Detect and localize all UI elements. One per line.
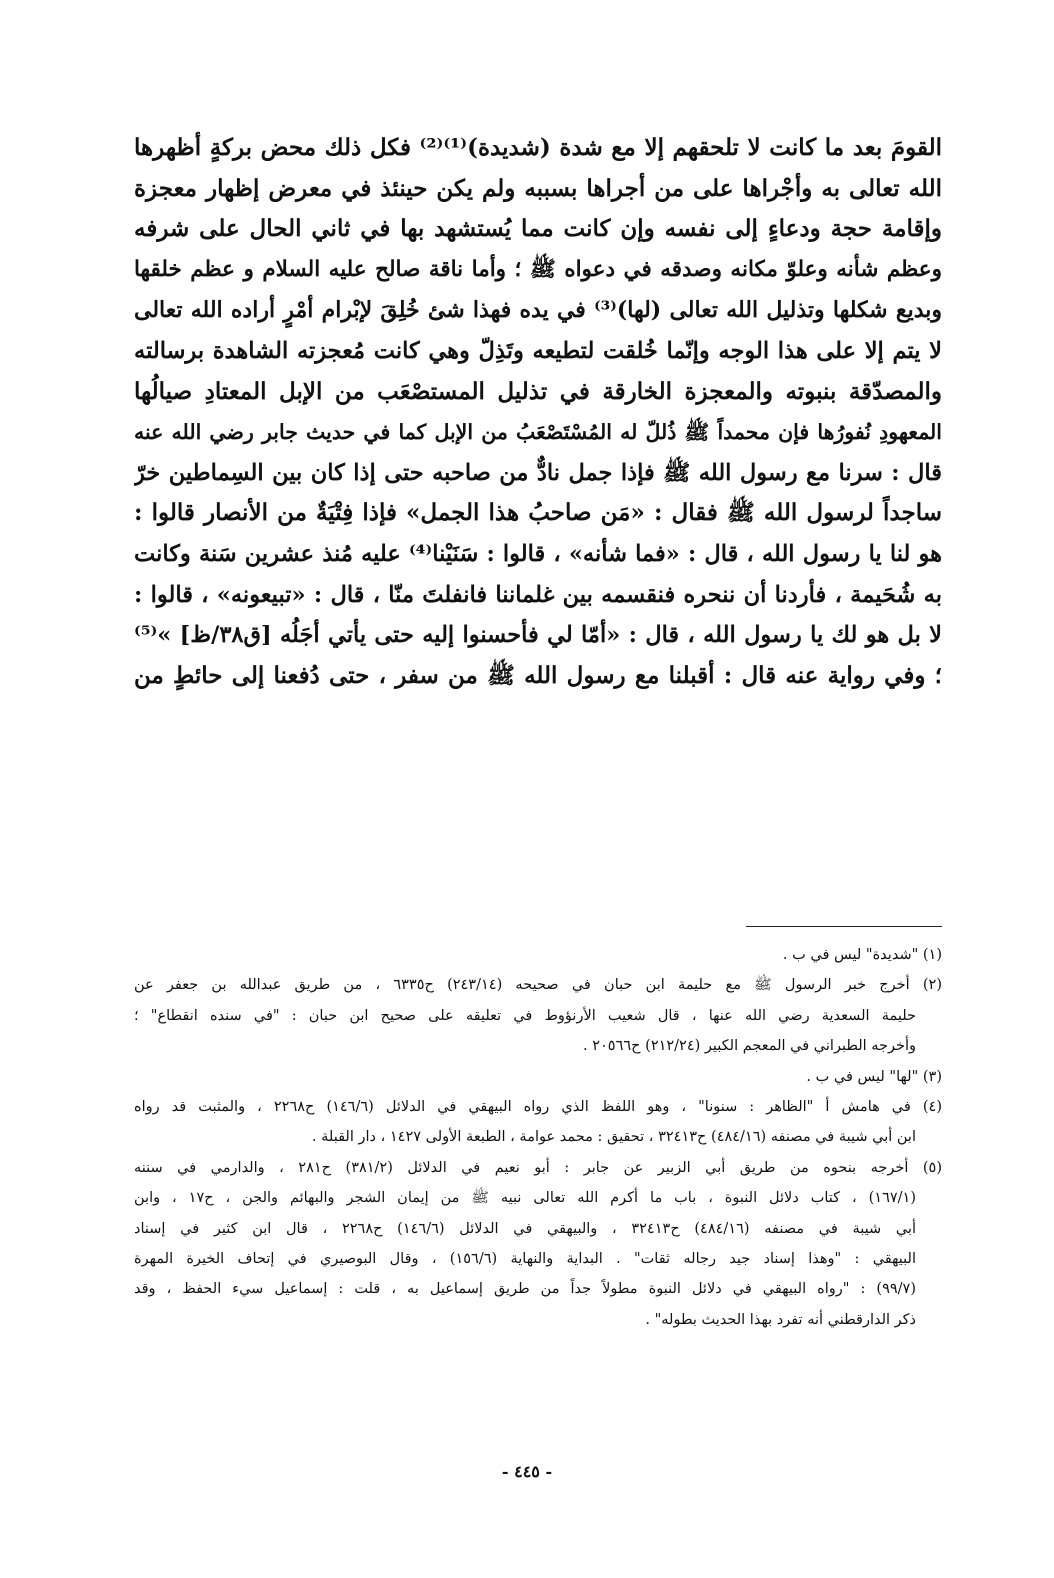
footnote-line: (٤) في هامش أ "الظاهر : سنونا" ، وهو اللفظ الذي رواه البيهقي في الدلائل (١٤٦/٦) ح٢٢٦٨ ، والمثبت قد رواه — [134, 1098, 942, 1115]
main-text-line: الله تعالى به وأجْراها على من أجراها بسببه ولم يكن حينئذ في معرض إظهار معجزة — [134, 174, 942, 202]
main-text-line: ساجداً لرسول الله ﷺ فقال : «مَن صاحبُ هذا الجمل» فإذا فِتْيَةٌ من الأنصار قالوا : — [134, 499, 942, 527]
page-number: - ٤٤٥ - — [501, 1462, 553, 1481]
footnote-line: (٥) أخرجه بنحوه من طريق أبي الزبير عن جابر : أبو نعيم في الدلائل (٣٨١/٢) ح٢٨١ ، والدارمي في سننه — [134, 1159, 942, 1176]
main-text-line: هو لنا يا رسول الله ، قال : «فما شأنه» ، قالوا : سَنَيْنا⁽⁴⁾ عليه مُنذ عشرين سَنة وكانت — [134, 540, 942, 567]
footnote-line: أبي شيبة في مصنفه (٤٨٤/١٦) ح٣٢٤١٣ ، والبيهقي في الدلائل (١٤٦/٦) ح٢٢٦٨ ، قال ابن كثير في إسناد — [134, 1220, 916, 1237]
main-text-block — [134, 128, 942, 696]
footnote-line: ابن أبي شيبة في مصنفه (٤٨٤/١٦) ح٣٢٤١٣ ، تحقيق : محمد عوامة ، الطبعة الأولى ١٤٢٧ ، دار القبلة . — [311, 1129, 916, 1146]
footnote-line: (٣) "لها" ليس في ب . — [806, 1068, 942, 1085]
footnote-separator — [746, 926, 942, 927]
footnote-line: (٢) أخرج خبر الرسول ﷺ مع حليمة ابن حبان في صحيحه (٢٤٣/١٤) ح٦٣٣٥ ، من طريق عبدالله بن جعفر عن — [134, 977, 942, 994]
main-text-line: ؛ وفي رواية عنه قال : أقبلنا مع رسول الله ﷺ من سفر ، حتى دُفعنا إلى حائطٍ من — [134, 661, 942, 689]
footnote-line: (٩٩/٧) : "رواه البيهقي في دلائل النبوة مطولاً جداً من طريق إسماعيل به ، قلت : إسماعيل سيء الحفظ ، وقد — [134, 1281, 916, 1298]
main-text-line: وبديع شكلها وتذليل الله تعالى (لها)⁽³⁾ في يده فهذا شئ خُلِقَ لإبْرام أمْرٍ أراده الله تعالى — [134, 297, 942, 324]
footnote-line: (١) "شديدة" ليس في ب . — [782, 947, 942, 963]
footnote-line: حليمة السعدية رضي الله عنها ، قال شعيب الأرنؤوط في تعليقه على صحيح ابن حبان : "في سنده انقطاع" ؛ — [134, 1007, 916, 1024]
main-text-line: وعظم شأنه وعلوّ مكانه وصدقه في دعواه ﷺ ؛ وأما ناقة صالح عليه السلام و عظم خلقها — [134, 256, 942, 282]
main-text-line: به شُحَيمة ، فأردنا أن ننحره فنقسمه بين غلماننا فانفلتَ منّا ، قال : «تبيعونه» ، قالوا : — [134, 581, 942, 608]
main-text-line: لا يتم إلا على هذا الوجه وإنّما خُلقت لتطيعه وتَذِلّ وهي كانت مُعجزته الشاهدة برسالته — [134, 337, 942, 364]
footnote-line: وأخرجه الطبراني في المعجم الكبير (٢١٢/٢٤) ح٢٠٥٦٦ . — [583, 1038, 916, 1055]
footnotes-block — [134, 940, 942, 1335]
footnote-line: البيهقي : "وهذا إسناد جيد رجاله ثقات" . البداية والنهاية (١٥٦/٦) ، وقال البوصيري في إتحاف الخيرة المهرة — [134, 1250, 916, 1267]
main-text-line: قال : سرنا مع رسول الله ﷺ فإذا جمل نادٌّ من صاحبه حتى إذا كان بين السِماطين خرّ — [134, 459, 942, 486]
main-text-line: والمصدّقة بنبوته والمعجزة الخارقة في تذليل المستصْعَب من الإبل المعتادِ صيالُها — [134, 377, 942, 405]
main-text-line: لا بل هو لك يا رسول الله ، قال : «أمّا لي فأحسنوا إليه حتى يأتي أجَلُه [ق٣٨/ظ] »⁽⁵⁾ — [134, 622, 942, 649]
footnote-line: ذكر الدارقطني أنه تفرد بهذا الحديث بطوله" . — [645, 1311, 916, 1328]
main-text-line: وإقامة حجة ودعاءٍ إلى نفسه وإن كانت مما يُستشهد بها في ثاني الحال على شرفه — [134, 215, 942, 243]
footnote-line: (١٦٧/١) ، كتاب دلائل النبوة ، باب ما أكرم الله تعالى نبيه ﷺ من إيمان الشجر والبهائم والجن ، ح١٧ ، وابن — [134, 1190, 916, 1207]
main-text-line: القومَ بعد ما كانت لا تلحقهم إلا مع شدة (شديدة)⁽¹⁾⁽²⁾ فكل ذلك محض بركةٍ أظهرها — [134, 134, 942, 161]
main-text-line: المعهودِ نُفورُها فإن محمداً ﷺ ذُللّ له المُسْتَصْعَبُ من الإبل كما في حديث جابر رضي الله عنه — [134, 420, 942, 445]
